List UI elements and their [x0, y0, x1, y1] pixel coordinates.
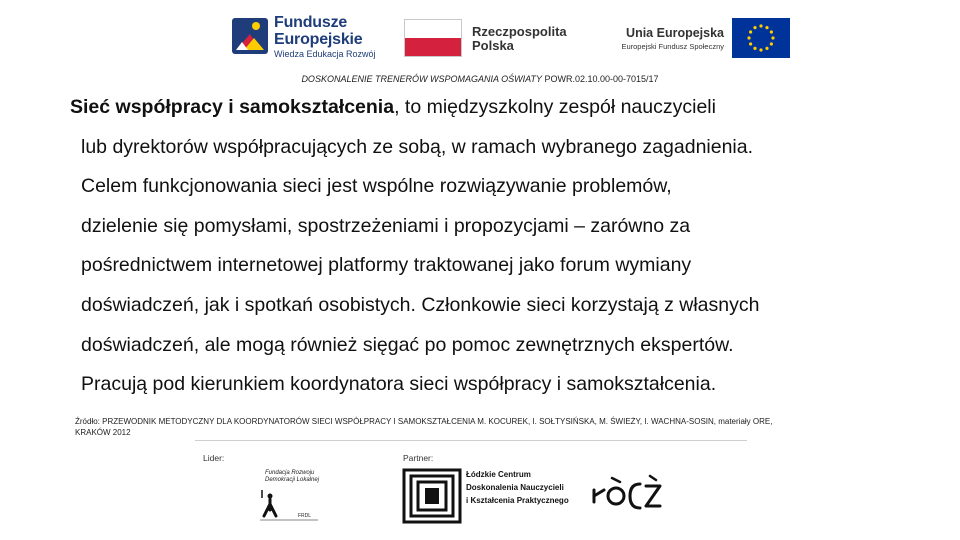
leader-logo-title [265, 470, 325, 484]
rp-line1: Rzeczpospolita [472, 24, 567, 39]
fundusze-line1: Fundusze [274, 14, 348, 31]
paragraph-line: dzielenie się pomysłami, spostrzeżeniami i propozycjami – zarówno za [81, 214, 691, 237]
eu-star [759, 48, 762, 51]
leader-label: Lider: [203, 453, 225, 463]
eu-star [770, 30, 773, 33]
polish-flag-icon [404, 19, 462, 57]
paragraph-line: pośrednictwem internetowej platformy traktowanej jako forum wymiany [81, 254, 692, 277]
leader-logo-line: Demokracji Lokalnej [265, 477, 320, 483]
eu-star [749, 42, 752, 45]
main-paragraph [70, 88, 930, 405]
paragraph-lead-bold: Sieć współpracy i samokształcenia [70, 96, 395, 118]
eu-star [765, 26, 768, 29]
eu-star [753, 47, 756, 50]
paragraph-line: doświadczeń, ale mogą również sięgać po pomoc zewnętrznych ekspertów. [81, 333, 734, 356]
eu-star [765, 47, 768, 50]
fundusze-europejskie-logo-icon [230, 12, 270, 60]
project-code: POWR.02.10.00-00-7015/17 [541, 74, 659, 84]
fundusze-sub: Wiedza Edukacja Rozwój [274, 49, 376, 59]
partner-line: Doskonalenia Nauczycieli [466, 483, 564, 492]
paragraph-lead-rest: , to międzyszkolny zespół nauczycieli [394, 96, 716, 118]
project-line [0, 74, 960, 84]
eu-star [770, 42, 773, 45]
unia-europejska-text [602, 26, 724, 51]
lodz-city-logo-icon [590, 472, 665, 512]
ue-sub: Europejski Fundusz Społeczny [621, 42, 724, 51]
footer-divider [195, 440, 747, 441]
paragraph-line: doświadczeń, jak i spotkań osobistych. Członkowie sieci korzystają z własnych [81, 293, 760, 316]
eu-star [753, 26, 756, 29]
project-title: DOSKONALENIE TRENERÓW WSPOMAGANIA OŚWIATY [301, 74, 542, 84]
partner-label: Partner: [403, 453, 434, 463]
paragraph-line: lub dyrektorów współpracujących ze sobą, w ramach wybranego zagadnienia. [81, 135, 754, 158]
rzeczpospolita-text [472, 25, 567, 53]
source-line1: Źródło: PRZEWODNIK METODYCZNY DLA KOORDYNATORÓW SIECI WSPÓŁPRACY I SAMOKSZTAŁCENIA M. KOCUREK, I. SOŁTYSIŃSKA, M. ŚWIEŻY, I. WACHNA-SOSIN, materiały ORE, [75, 417, 773, 426]
paragraph-line: Pracują pod kierunkiem koordynatora sieci współpracy i samokształcenia. [81, 373, 717, 396]
fundusze-line2: Europejskie [274, 31, 363, 48]
eu-star [749, 30, 752, 33]
eu-star [771, 36, 774, 39]
paragraph-line [70, 88, 930, 128]
paragraph-line: Celem funkcjonowania sieci jest wspólne rozwiązywanie problemów, [81, 175, 672, 198]
eu-star [759, 24, 762, 27]
source-citation [75, 416, 895, 438]
ue-name: Unia Europejska [626, 26, 724, 40]
partner-name [466, 468, 569, 507]
leader-logo-line: Fundacja Rozwoju [265, 470, 315, 476]
partner-line: Łódzkie Centrum [466, 470, 531, 479]
eu-star [747, 36, 750, 39]
source-line2: KRAKÓW 2012 [75, 428, 131, 437]
leader-signature: FRDL [298, 513, 312, 519]
fundusze-europejskie-text [274, 14, 376, 59]
eu-flag-icon [732, 18, 790, 58]
rp-line2: Polska [472, 38, 514, 53]
ldnkp-logo-icon [402, 468, 462, 524]
partner-line: i Kształcenia Praktycznego [466, 496, 569, 505]
